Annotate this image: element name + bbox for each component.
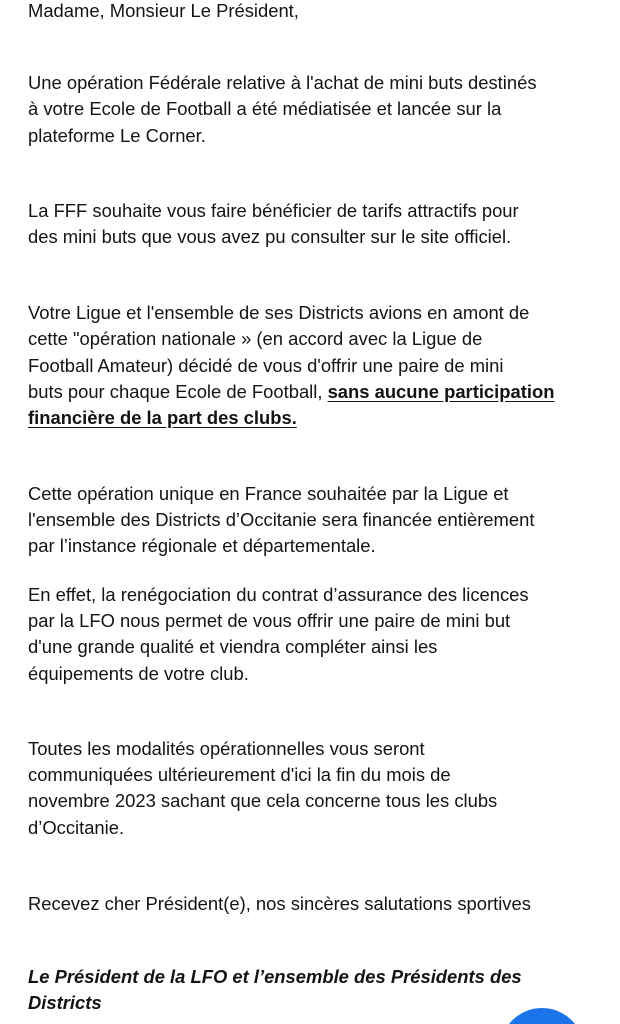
paragraph-3-line-1: Votre Ligue et l'ensemble de ses Districts avions en amont de — [28, 302, 530, 323]
paragraph-2-line-2: des mini buts que vous avez pu consulter sur le site officiel. — [28, 226, 512, 247]
signature-line-2: Districts — [28, 992, 102, 1013]
signature-line-1: Le Président de la LFO et l’ensemble des Présidents des — [28, 966, 522, 987]
paragraph-4-line-2: l'ensemble des Districts d’Occitanie sera financée entièrement — [28, 509, 535, 530]
paragraph-6-line-2: communiquées ultérieurement d'ici la fin du mois de — [28, 764, 451, 785]
paragraph-3-line-2: cette "opération nationale » (en accord avec la Ligue de — [28, 328, 483, 349]
salutation: Madame, Monsieur Le Président, — [28, 0, 299, 21]
paragraph-1-line-2: à votre Ecole de Football a été médiatisée et lancée sur la — [28, 98, 502, 119]
paragraph-3-line-4 — [28, 379, 554, 405]
paragraph-6-line-1: Toutes les modalités opérationnelles vous seront — [28, 738, 425, 759]
paragraph-3-line-3: Football Amateur) décidé de vous d'offrir une paire de mini — [28, 355, 504, 376]
emphasis-clubs-financing: financière de la part des clubs. — [28, 407, 297, 428]
paragraph-6-line-3: novembre 2023 sachant que cela concerne tous les clubs — [28, 790, 498, 811]
paragraph-5-line-1: En effet, la renégociation du contrat d’assurance des licences — [28, 584, 529, 605]
emphasis-no-participation: sans aucune participation — [327, 381, 555, 402]
paragraph-6-line-4: d’Occitanie. — [28, 817, 125, 838]
paragraph-5-line-4: équipements de votre club. — [28, 663, 249, 684]
paragraph-2-line-1: La FFF souhaite vous faire bénéficier de tarifs attractifs pour — [28, 200, 519, 221]
closing-line: Recevez cher Président(e), nos sincères salutations sportives — [28, 893, 531, 914]
paragraph-3-line-4-text: buts pour chaque Ecole de Football, — [28, 381, 328, 402]
paragraph-1-line-3: plateforme Le Corner. — [28, 125, 206, 146]
paragraph-5-line-2: par la LFO nous permet de vous offrir une paire de mini but — [28, 610, 511, 631]
paragraph-1-line-1: Une opération Fédérale relative à l'achat de mini buts destinés — [28, 72, 537, 93]
paragraph-4-line-1: Cette opération unique en France souhaitée par la Ligue et — [28, 483, 509, 504]
paragraph-5-line-3: d'une grande qualité et viendra compléter ainsi les — [28, 636, 438, 657]
floating-action-button[interactable] — [500, 1008, 584, 1024]
paragraph-4-line-3: par l’instance régionale et départementale. — [28, 535, 376, 556]
